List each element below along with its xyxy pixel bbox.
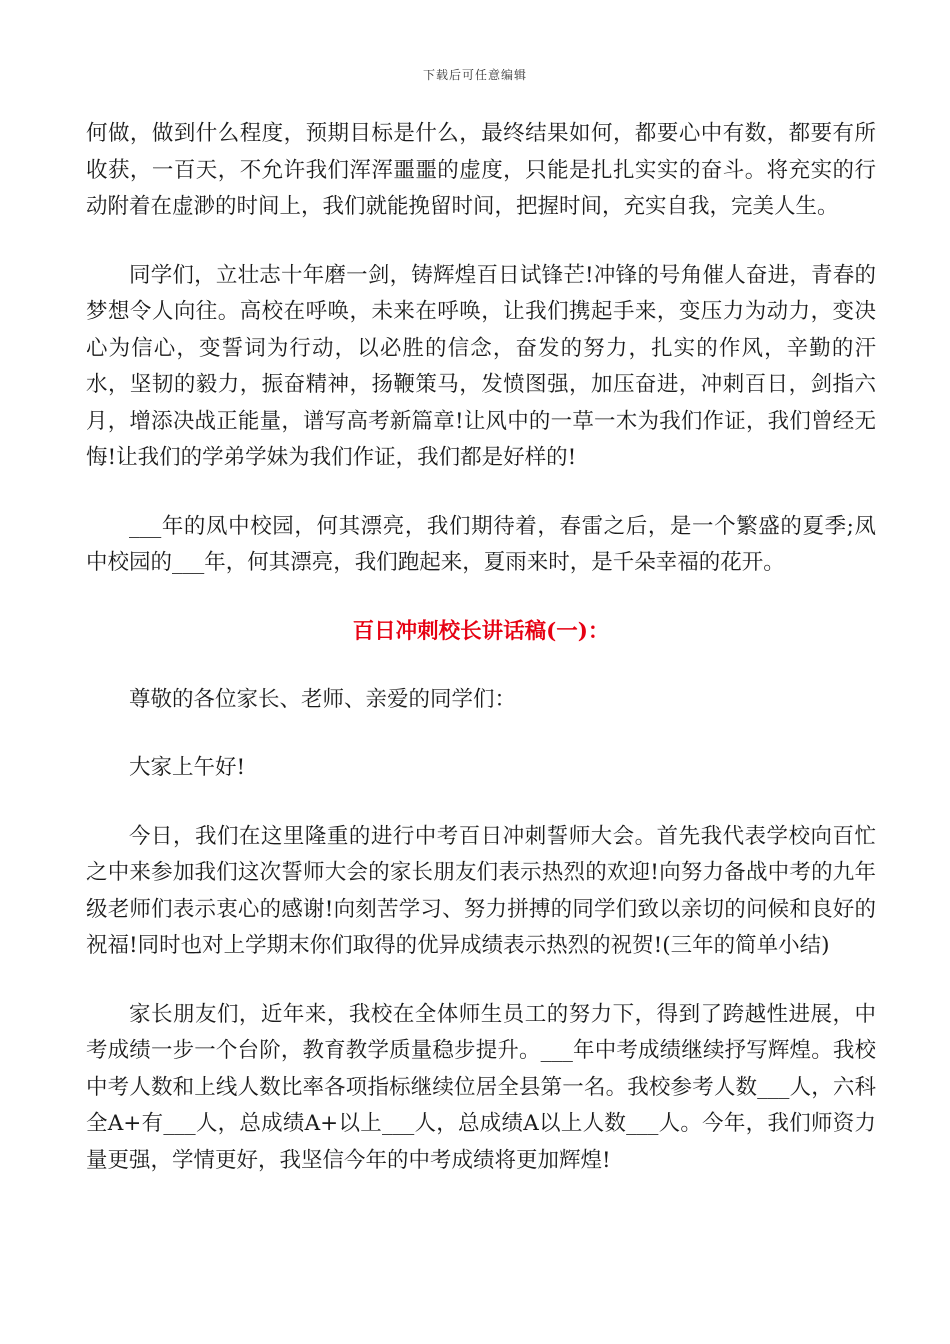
paragraph-campus: ___年的凤中校园，何其漂亮，我们期待着，春雷之后，是一个繁盛的夏季;凤中校园的___年，何其漂亮，我们跑起来，夏雨来时，是千朵幸福的花开。 [86, 513, 876, 575]
document-body [86, 116, 876, 1211]
section-title: 百日冲刺校长讲话稿(一)： [352, 618, 610, 644]
paragraph-classmates: 同学们，立壮志十年磨一剑，铸辉煌百日试锋芒!冲锋的号角催人奋进，青春的梦想令人向往。高校在呼唤，未来在呼唤，让我们携起手来，变压力为动力，变决心为信心，变誓词为行动，以必胜的信念，奋发的努力，扎实的作风，辛勤的汗水，坚韧的毅力，振奋精神，扬鞭策马，发愤图强，加压奋进，冲刺百日，剑指六月，增添决战正能量，谱写高考新篇章!让风中的一草一木为我们作证，我们曾经无悔!让我们的学弟学妹为我们作证，我们都是好样的! [86, 262, 876, 470]
page-header: 下载后可任意编辑 [422, 68, 527, 82]
paragraph-greeting: 大家上午好! [129, 755, 246, 780]
paragraph-achievements: 家长朋友们，近年来，我校在全体师生员工的努力下，得到了跨越性进展，中考成绩一步一个台阶，教育教学质量稳步提升。___年中考成绩继续抒写辉煌。我校中考人数和上线人数比率各项指标继续位居全县第一名。我校参考人数___人，六科全A+有___人，总成绩A+以上___人，总成绩A以上人数___人。今年，我们师资力量更强，学情更好，我坚信今年的中考成绩将更加辉煌! [86, 1001, 876, 1173]
paragraph-opening: 今日，我们在这里隆重的进行中考百日冲刺誓师大会。首先我代表学校向百忙之中来参加我们这次誓师大会的家长朋友们表示热烈的欢迎!向努力备战中考的九年级老师们表示衷心的感谢!向刻苦学习、努力拼搏的同学们致以亲切的问候和良好的祝福!同时也对上学期末你们取得的优异成绩表示热烈的祝贺!(三年的简单小结) [86, 823, 876, 958]
paragraph-salutation: 尊敬的各位家长、老师、亲爱的同学们： [129, 686, 517, 712]
paragraph-continuation: 何做，做到什么程度，预期目标是什么，最终结果如何，都要心中有数，都要有所收获，一百天，不允许我们浑浑噩噩的虚度，只能是扎扎实实的奋斗。将充实的行动附着在虚渺的时间上，我们就能挽留时间，把握时间，充实自我，完美人生。 [86, 121, 876, 219]
